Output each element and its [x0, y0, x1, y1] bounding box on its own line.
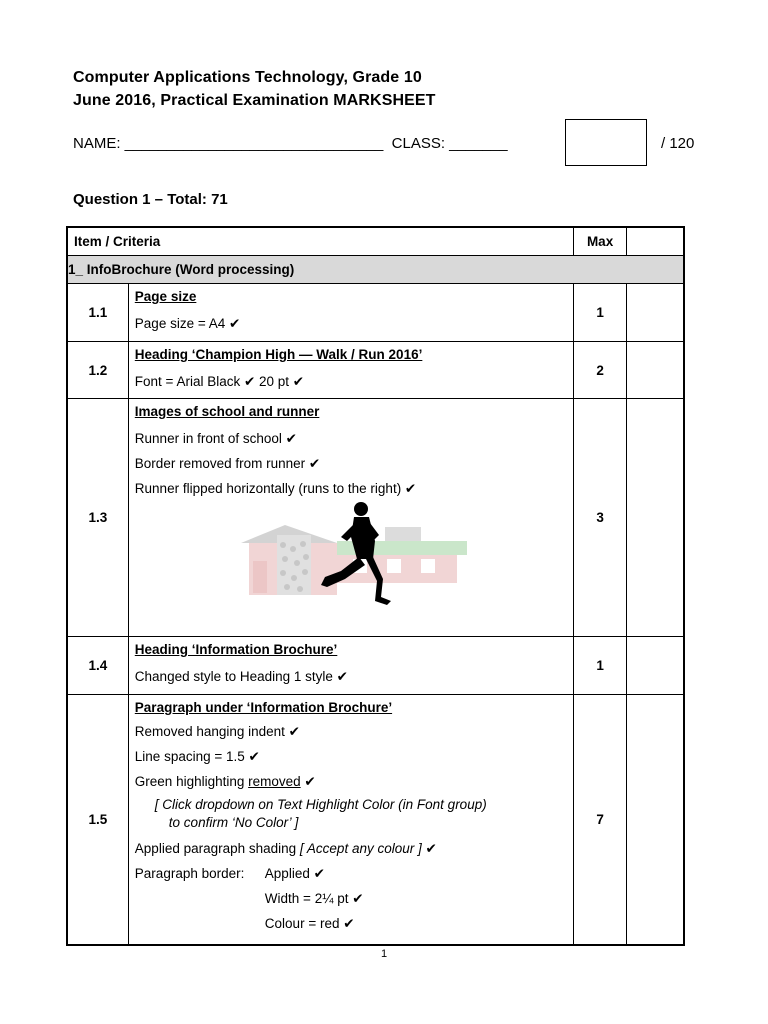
highlight-note [135, 796, 567, 832]
total-marks: / 120 [661, 135, 695, 152]
table-row [67, 342, 684, 399]
item-number: 1.2 [67, 342, 128, 399]
mark-cell[interactable] [627, 342, 684, 399]
question-heading: Question 1 – Total: 71 [73, 191, 228, 208]
mark-header-blank [627, 227, 684, 256]
criteria-heading: Heading ‘Information Brochure’ [134, 642, 338, 657]
max-header: Max [573, 227, 626, 256]
criteria-line: Width = 2¼ pt ✔ [264, 891, 364, 906]
criteria-heading: Page size [134, 289, 197, 304]
max-mark: 1 [573, 284, 626, 342]
item-number: 1.1 [67, 284, 128, 342]
criteria-line: Line spacing = 1.5 ✔ [134, 749, 260, 764]
table-row [67, 399, 684, 637]
mark-cell[interactable] [627, 399, 684, 637]
document-title-line1: Computer Applications Technology, Grade 10 [73, 69, 422, 86]
criteria-line [135, 769, 567, 794]
shading-note: [ Accept any colour ] [299, 841, 422, 856]
score-box [565, 119, 647, 166]
criteria-cell [128, 695, 573, 945]
check-icon: ✔ [300, 774, 316, 789]
item-number: 1.3 [67, 399, 128, 637]
criteria-line: Runner flipped horizontally (runs to the right) ✔ [134, 481, 417, 496]
mark-cell[interactable] [627, 284, 684, 342]
runner-in-front-of-school-image [237, 501, 467, 611]
mark-cell[interactable] [627, 695, 684, 945]
criteria-heading: Paragraph under ‘Information Brochure’ [134, 700, 393, 715]
item-number: 1.4 [67, 637, 128, 695]
criteria-cell [128, 342, 573, 399]
check-icon: ✔ [421, 841, 437, 856]
table-row [67, 637, 684, 695]
criteria-line: Font = Arial Black ✔ 20 pt ✔ [134, 374, 305, 389]
shading-text: Applied paragraph shading [134, 841, 300, 856]
name-field-label: NAME: _______________________________ [73, 135, 384, 152]
criteria-line: Page size = A4 ✔ [134, 316, 241, 331]
class-field-label: CLASS: _______ [391, 135, 508, 152]
table-row [67, 695, 684, 945]
name-class-line [73, 135, 508, 152]
note-line: to confirm ‘No Color’ ] [168, 815, 299, 830]
highlight-text: Green highlighting [134, 774, 249, 789]
max-mark: 3 [573, 399, 626, 637]
document-title-line2: June 2016, Practical Examination MARKSHEET [73, 92, 436, 109]
criteria-line: Removed hanging indent ✔ [134, 724, 300, 739]
criteria-heading: Images of school and runner [134, 404, 320, 419]
note-line: [ Click dropdown on Text Highlight Color (in Font group) [154, 797, 487, 812]
criteria-cell [128, 399, 573, 637]
criteria-line: Border removed from runner ✔ [134, 456, 321, 471]
item-criteria-header: Item / Criteria [67, 227, 573, 256]
criteria-line [135, 861, 567, 886]
max-mark: 7 [573, 695, 626, 945]
criteria-line [135, 836, 567, 861]
criteria-heading: Heading ‘Champion High — Walk / Run 2016’ [134, 347, 423, 362]
criteria-line: Colour = red ✔ [264, 916, 355, 931]
item-number: 1.5 [67, 695, 128, 945]
section-row [67, 256, 684, 284]
max-mark: 2 [573, 342, 626, 399]
marksheet-table [66, 226, 685, 946]
border-label: Paragraph border: [134, 866, 245, 881]
removed-underlined: removed [248, 774, 301, 789]
table-header-row [67, 227, 684, 256]
criteria-cell [128, 284, 573, 342]
table-row [67, 284, 684, 342]
border-applied: Applied ✔ [264, 866, 325, 881]
criteria-line: Runner in front of school ✔ [134, 431, 297, 446]
school-runner-image [135, 501, 567, 613]
mark-cell[interactable] [627, 637, 684, 695]
criteria-cell [128, 637, 573, 695]
section-title: 1_ InfoBrochure (Word processing) [67, 256, 684, 284]
criteria-line: Changed style to Heading 1 style ✔ [134, 669, 348, 684]
max-mark: 1 [573, 637, 626, 695]
page-number: 1 [380, 948, 388, 960]
